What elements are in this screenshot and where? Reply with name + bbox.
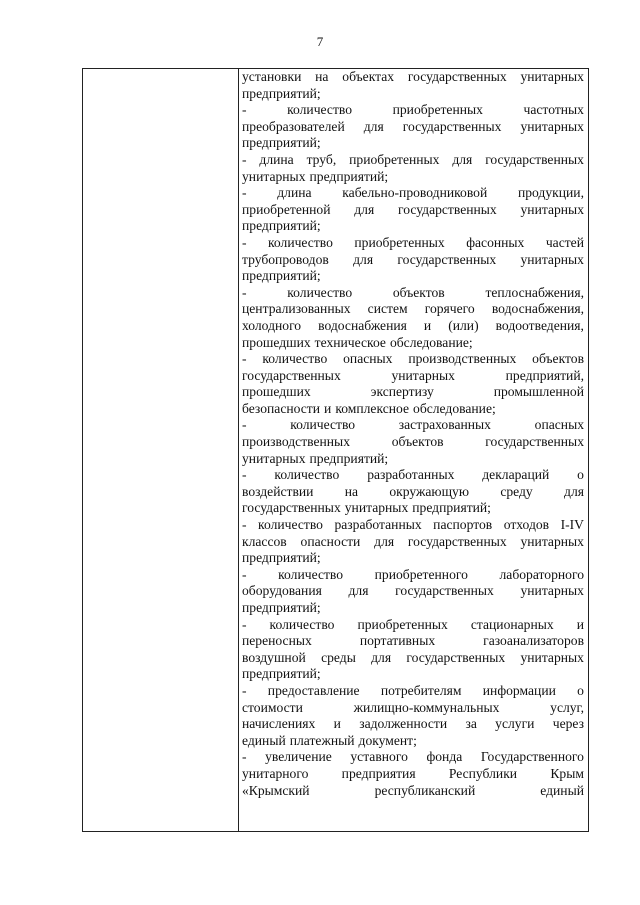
word: горячего [424,301,475,317]
word: длина [277,185,312,201]
word: разработанных [334,517,422,533]
word: - [242,151,247,167]
word: лабораторного [499,566,584,582]
word: за [465,716,477,732]
word: количество [278,566,344,582]
text-line [242,86,584,103]
word: водоотведения, [495,317,584,333]
text-line [242,517,584,534]
word: предприятий; [412,500,491,516]
word: через [552,716,584,732]
word: унитарных [520,251,584,267]
word: услуги [495,716,535,732]
text-line [242,716,584,733]
text-line [242,185,584,202]
word: производственных [242,434,350,450]
word: частей [545,234,584,250]
word: государственных [406,649,506,665]
word: оборудования [242,583,322,599]
word: государственных [402,118,502,134]
text-line [242,683,584,700]
word: объектах [342,69,395,84]
word: переносных [242,633,312,649]
word: о [577,467,584,483]
word: единый [242,732,286,748]
text-line [242,301,584,318]
text-line [242,401,584,418]
word: - [242,417,247,433]
word: унитарных [520,69,584,84]
page-number: 7 [316,34,324,49]
table [82,68,589,832]
word: для [452,151,473,167]
word: объектов [391,434,444,450]
word: экспертизу [370,384,434,400]
word: длина [259,151,294,167]
column-divider [238,69,239,831]
text-line [242,550,584,567]
text-line [242,318,584,335]
word: приобретенного [374,566,468,582]
word: унитарных [520,649,584,665]
word: документ; [358,732,417,748]
word: государственных [242,500,341,516]
word: уставного [350,749,408,765]
word: приобретенных [357,616,448,632]
word: унитарных [242,450,306,466]
word: промышленной [493,384,584,400]
word: для [374,533,395,549]
word: приобретенных [354,234,445,250]
word: стационарных [470,616,554,632]
word: среды [321,649,356,665]
word: кабельно-проводниковой [342,185,488,201]
word: предприятий; [242,600,321,615]
word: теплоснабжения, [485,284,584,300]
word: «Крымский [242,782,310,798]
text-line [242,666,584,683]
word: государственных [397,251,497,267]
word: предприятий; [242,218,321,234]
word: установки [242,69,302,84]
word: трубопроводов [242,251,329,267]
word: отходов [503,517,550,533]
text-line [242,218,584,235]
word: деклараций [482,467,550,483]
word: на [344,483,359,499]
text-line [242,733,584,750]
word: для [363,118,384,134]
word: платежный [289,732,355,748]
word: фонда [426,749,463,765]
text-line [242,368,584,385]
word: на [315,69,329,84]
word: обследование; [413,400,496,416]
word: преобразователей [242,118,345,134]
word: фасонных [466,234,525,250]
word: обследование; [389,334,473,350]
word: классов [242,533,287,549]
word: количество [287,284,353,300]
word: унитарных [344,500,409,516]
word: опасных [343,351,393,367]
text-line [242,102,584,119]
word: объектов [392,284,445,300]
word: унитарного [242,765,309,781]
word: предприятий; [309,168,389,184]
text-line [242,152,584,169]
word: I-IV [560,517,584,533]
text-line [242,384,584,401]
word: предприятий, [505,367,584,383]
word: единый [540,782,584,798]
word: государственных [407,69,507,84]
word: государственных [485,434,584,450]
text-line [242,285,584,302]
word: - [242,102,247,118]
text-line [242,633,584,650]
word: окружающую [389,483,469,499]
text-line [242,252,584,269]
word: количество [287,102,353,118]
word: количество [262,351,328,367]
word: приобретенных [392,102,483,118]
text-line [242,169,584,186]
word: - [242,566,247,582]
text-line [242,766,584,783]
word: задолженности [359,716,448,732]
word: (или) [448,317,479,333]
word: комплексное [335,400,410,416]
word: и [324,400,332,416]
text-line [242,484,584,501]
text-line [242,417,584,434]
word: государственных [407,533,507,549]
word: - [242,749,247,765]
word: - [242,234,247,250]
word: опасных [534,417,584,433]
text-line [242,69,584,86]
word: предоставление [267,682,360,698]
word: - [242,616,247,632]
word: количество [274,467,340,483]
word: воздействии [242,483,314,499]
word: унитарных [242,168,306,184]
word: информации [482,682,556,698]
word: услуг, [550,699,584,715]
word: паспортов [433,517,493,533]
word: воздушной [242,649,306,665]
text-line [242,202,584,219]
word: о [577,682,584,698]
text-line [242,534,584,551]
text-line [242,268,584,285]
text-line [242,235,584,252]
word: государственных [395,583,494,599]
word: потребителям [380,682,462,698]
word: - [242,185,247,201]
text-line [242,749,584,766]
word: техническое [314,334,386,350]
word: предприятий; [242,666,321,682]
word: предприятий; [242,550,321,566]
word: приобретенных [349,151,440,167]
word: унитарных [391,367,455,383]
word: - [242,517,247,533]
word: предприятий; [242,85,321,101]
word: - [242,467,247,483]
word: государственных [485,151,584,167]
text-cell [242,69,584,799]
text-line [242,650,584,667]
word: объектов [532,351,584,367]
word: жилищно-коммунальных [353,699,500,715]
word: производственных [408,351,517,367]
word: прошедших [242,384,311,400]
text-line [242,583,584,600]
word: разработанных [367,467,455,483]
text-line [242,600,584,617]
text-line [242,700,584,717]
word: - [242,682,247,698]
text-line [242,451,584,468]
text-line [242,351,584,368]
word: Государственного [480,749,584,765]
text-line [242,335,584,352]
word: количество [258,517,323,533]
word: государственных [397,201,497,217]
word: для [353,251,374,267]
text-line [242,783,584,800]
text-line [242,500,584,517]
word: и [576,616,584,632]
word: для [354,201,375,217]
word: систем [367,301,408,317]
text-line [242,119,584,136]
word: безопасности [242,400,321,416]
text-line [242,135,584,152]
word: приобретенной [242,201,331,217]
word: унитарных [520,583,584,599]
word: продукции, [517,185,584,201]
word: застрахованных [398,417,491,433]
word: предприятия [341,765,416,781]
word: Крым [550,765,584,781]
word: для [564,483,584,499]
word: водоснабжения [318,317,407,333]
word: централизованных [242,301,351,317]
word: предприятий; [242,135,321,151]
word: унитарных [520,533,584,549]
word: - [242,284,247,300]
word: увеличение [265,749,332,765]
word: унитарных [520,201,584,217]
word: опасности [300,533,361,549]
text-line [242,467,584,484]
word: водоснабжения, [491,301,584,317]
word: начислениях [242,716,316,732]
text-line [242,567,584,584]
word: республиканский [374,782,476,798]
word: предприятий; [242,268,321,284]
word: прошедших [242,334,311,350]
word: труб, [306,151,337,167]
word: - [242,351,247,367]
word: газоанализаторов [483,633,584,649]
word: количество [268,234,333,250]
word: среду [500,483,533,499]
word: холодного [242,317,302,333]
word: количество [290,417,356,433]
word: для [348,583,369,599]
word: предприятий; [309,450,389,466]
word: портативных [359,633,436,649]
word: унитарных [520,118,584,134]
word: стоимости [242,699,303,715]
word: количество [269,616,335,632]
word: Республики [448,765,518,781]
word: частотных [523,102,584,118]
word: и [423,317,432,333]
word: государственных [242,367,341,383]
word: для [371,649,392,665]
text-line [242,617,584,634]
word: и [333,716,341,732]
text-line [242,434,584,451]
